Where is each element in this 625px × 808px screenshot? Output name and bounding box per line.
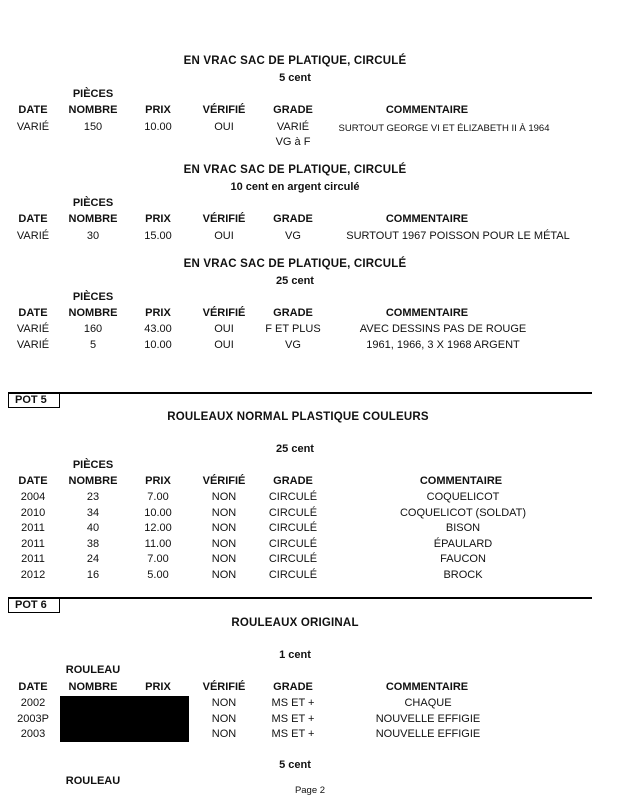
pot-label: POT 6 [8, 598, 60, 613]
col-header-grade: GRADE [273, 104, 313, 116]
cell-grade: MS ET + [271, 697, 315, 709]
col-header-commentaire: COMMENTAIRE [385, 307, 469, 319]
cell-grade: CIRCULÉ [268, 553, 318, 566]
cell-verifie: OUI [214, 339, 234, 351]
cell-commentaire: COQUELICOT (SOLDAT) [399, 506, 527, 519]
cell-prix: 43.00 [144, 323, 172, 335]
col-header-pieces: PIÈCES [72, 291, 114, 303]
col-header-rouleau: ROULEAU [65, 664, 121, 676]
col-header-commentaire: COMMENTAIRE [385, 104, 469, 116]
cell-prix: 10.00 [144, 339, 172, 351]
page-number: Page 2 [294, 785, 326, 796]
section-divider [8, 597, 592, 599]
cell-grade: CIRCULÉ [268, 522, 318, 535]
section-title: EN VRAC SAC DE PLATIQUE, CIRCULÉ [183, 164, 407, 176]
cell-grade-line2: VG à F [275, 136, 311, 148]
section-title: ROULEAUX NORMAL PLASTIQUE COULEURS [167, 411, 429, 423]
cell-verifie: OUI [214, 323, 234, 335]
col-header-pieces: PIÈCES [72, 197, 114, 209]
cell-nombre: 24 [86, 553, 100, 566]
col-header-date: DATE [18, 104, 48, 116]
section-title: EN VRAC SAC DE PLATIQUE, CIRCULÉ [183, 55, 407, 67]
cell-grade: MS ET + [271, 728, 315, 740]
cell-commentaire: COQUELICOT [426, 491, 500, 503]
cell-date: VARIÉ [16, 121, 50, 133]
cell-grade: CIRCULÉ [268, 491, 318, 503]
cell-verifie: OUI [214, 121, 234, 133]
cell-prix: 5.00 [147, 569, 169, 581]
cell-prix: 10.00 [144, 121, 172, 133]
cell-nombre: 160 [83, 323, 103, 335]
section-subtitle: 5 cent [279, 759, 311, 771]
cell-verifie: NON [211, 697, 237, 709]
cell-date: 2011 [21, 537, 45, 550]
cell-grade: CIRCULÉ [268, 537, 318, 550]
col-header-verifie: VÉRIFIÉ [202, 213, 246, 225]
col-header-date: DATE [18, 307, 48, 319]
col-header-commentaire: COMMENTAIRE [385, 213, 469, 225]
col-header-prix: PRIX [145, 104, 171, 116]
cell-commentaire: SURTOUT GEORGE VI ET ÉLIZABETH II À 1964 [338, 123, 550, 134]
cell-grade: MS ET + [271, 712, 315, 725]
cell-prix: 7.00 [147, 491, 169, 503]
col-header-grade: GRADE [273, 213, 313, 225]
cell-verifie: NON [211, 569, 237, 581]
cell-verifie: NON [211, 522, 237, 535]
col-header-verifie: VÉRIFIÉ [202, 475, 246, 487]
cell-grade: F ET PLUS [265, 323, 321, 335]
cell-date: 2003P [17, 712, 49, 725]
cell-commentaire: AVEC DESSINS PAS DE ROUGE [359, 323, 527, 335]
cell-nombre: 5 [89, 339, 97, 351]
col-header-date: DATE [18, 681, 48, 693]
col-header-nombre: NOMBRE [68, 475, 118, 487]
section-subtitle: 1 cent [279, 649, 311, 661]
col-header-verifie: VÉRIFIÉ [202, 681, 246, 693]
section-subtitle: 25 cent [276, 443, 314, 455]
cell-date: 2003 [20, 728, 46, 740]
col-header-prix: PRIX [145, 307, 171, 319]
col-header-prix: PRIX [145, 681, 171, 693]
section-title: EN VRAC SAC DE PLATIQUE, CIRCULÉ [183, 258, 407, 270]
cell-commentaire: NOUVELLE EFFIGIE [375, 728, 481, 740]
col-header-grade: GRADE [273, 475, 313, 487]
cell-verifie: NON [211, 728, 237, 740]
cell-prix: 7.00 [147, 553, 169, 566]
cell-verifie: NON [211, 712, 237, 725]
cell-nombre: 150 [83, 121, 103, 133]
cell-prix: 15.00 [144, 230, 172, 242]
col-header-nombre: NOMBRE [68, 213, 118, 225]
col-header-grade: GRADE [273, 307, 313, 319]
redaction-block [60, 696, 189, 742]
cell-commentaire: BROCK [443, 569, 483, 581]
cell-nombre: 23 [86, 491, 100, 503]
pot-label: POT 5 [8, 393, 60, 408]
cell-date: VARIÉ [16, 323, 50, 335]
cell-date: VARIÉ [16, 230, 50, 242]
cell-date: 2002 [20, 697, 46, 709]
col-header-date: DATE [18, 213, 48, 225]
cell-nombre: 38 [86, 537, 100, 550]
section-subtitle: 25 cent [276, 275, 314, 287]
cell-date: 2012 [20, 569, 46, 581]
cell-nombre: 40 [86, 522, 100, 535]
col-header-commentaire: COMMENTAIRE [385, 681, 469, 693]
cell-grade: VG [285, 230, 301, 242]
col-header-nombre: NOMBRE [68, 307, 118, 319]
cell-date: 2004 [20, 491, 46, 503]
cell-prix: 11.00 [144, 537, 172, 550]
cell-commentaire: CHAQUE [404, 697, 452, 709]
cell-commentaire: ÉPAULARD [433, 537, 493, 550]
cell-verifie: NON [211, 537, 237, 550]
cell-nombre: 34 [86, 506, 100, 519]
col-header-rouleau: ROULEAU [65, 775, 121, 787]
cell-commentaire: SURTOUT 1967 POISSON POUR LE MÉTAL [346, 230, 570, 242]
col-header-verifie: VÉRIFIÉ [202, 104, 246, 116]
col-header-grade: GRADE [273, 681, 313, 693]
cell-date: VARIÉ [16, 339, 50, 351]
col-header-pieces: PIÈCES [72, 88, 114, 100]
col-header-date: DATE [18, 475, 48, 487]
cell-commentaire: FAUCON [440, 553, 486, 566]
cell-grade: VG [285, 339, 301, 351]
cell-commentaire: 1961, 1966, 3 X 1968 ARGENT [366, 339, 520, 351]
cell-prix: 10.00 [144, 506, 172, 519]
section-subtitle: 10 cent en argent circulé [230, 181, 360, 193]
cell-verifie: NON [211, 506, 237, 519]
cell-nombre: 30 [86, 230, 100, 242]
section-title: ROULEAUX ORIGINAL [231, 617, 359, 629]
section-divider [8, 392, 592, 394]
col-header-commentaire: COMMENTAIRE [419, 475, 503, 487]
col-header-prix: PRIX [145, 213, 171, 225]
col-header-nombre: NOMBRE [68, 681, 118, 693]
cell-verifie: NON [211, 491, 237, 503]
cell-verifie: NON [211, 553, 237, 566]
col-header-verifie: VÉRIFIÉ [202, 307, 246, 319]
cell-commentaire: BISON [445, 522, 481, 535]
cell-nombre: 16 [86, 569, 100, 581]
cell-grade: CIRCULÉ [268, 506, 318, 519]
cell-date: 2011 [21, 522, 45, 535]
cell-grade: CIRCULÉ [268, 569, 318, 581]
cell-verifie: OUI [214, 230, 234, 242]
cell-prix: 12.00 [144, 522, 172, 535]
cell-commentaire: NOUVELLE EFFIGIE [375, 712, 481, 725]
col-header-pieces: PIÈCES [72, 459, 114, 471]
cell-date: 2011 [21, 553, 45, 566]
section-subtitle: 5 cent [279, 72, 311, 84]
col-header-nombre: NOMBRE [68, 104, 118, 116]
col-header-prix: PRIX [145, 475, 171, 487]
cell-date: 2010 [20, 506, 46, 519]
cell-grade: VARIÉ [276, 121, 310, 133]
